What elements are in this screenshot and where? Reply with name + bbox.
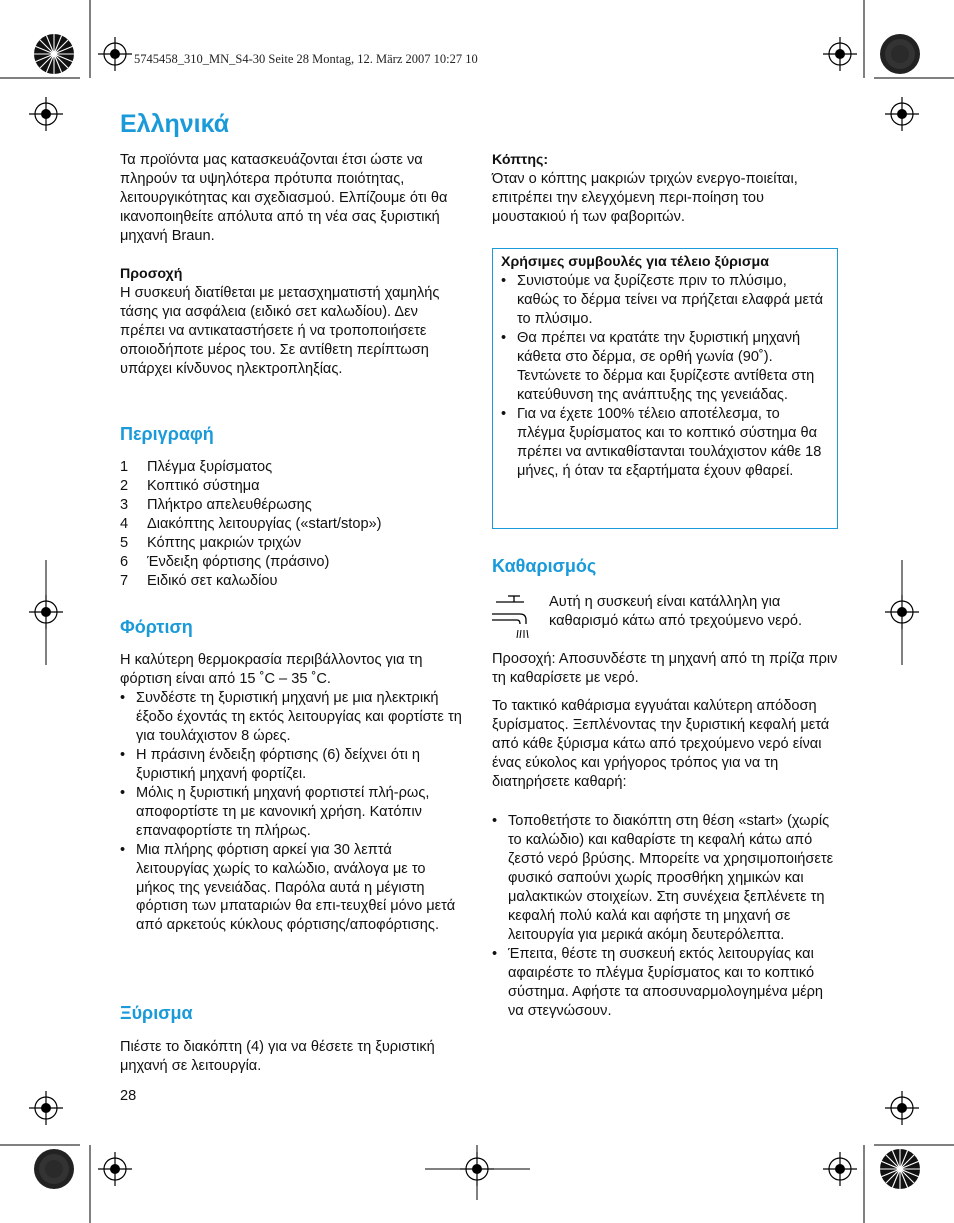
cleaning-caution: Προσοχή: Αποσυνδέστε τη μηχανή από τη πρίζα πριν τη καθαρίσετε με νερό. <box>492 651 838 686</box>
list-item: • Έπειτα, θέστε τη συσκευή εκτός λειτουργίας και αφαιρέστε το πλέγμα ξυρίσματος και το κοπτικό σύστημα. Αφήστε τα αποσυναρμολογημένα μέρη να στεγνώσουν. <box>492 945 838 1021</box>
intro-text: Τα προϊόντα μας κατασκευάζονται έτσι ώστε να πληρούν τα υψηλότερα πρότυπα ποιότητας, λειτουργικότητας και σχεδιασμού. Ελπίζουμε ότι θα ικανοποιηθείτε απόλυτα από τη νέα σας ξυριστική μηχανή Braun. <box>120 152 448 244</box>
faucet-icon <box>492 594 538 642</box>
shaving-text: Πιέστε το διακόπτη (4) για να θέσετε τη ξυριστική μηχανή σε λειτουργία. <box>120 1039 435 1074</box>
cleaning-list <box>492 812 838 1020</box>
charging-list <box>120 689 462 935</box>
print-header: 5745458_310_MN_S4-30 Seite 28 Montag, 12. März 2007 10:27 10 <box>134 52 478 66</box>
caution-heading: Προσοχή <box>120 266 183 282</box>
page-number: 28 <box>120 1088 137 1104</box>
list-item: • Συνδέστε τη ξυριστική μηχανή με μια ηλεκτρική έξοδο έχοντάς τη εκτός λειτουργίας και φορτίστε τη για τουλάχιστον 8 ώρες. <box>120 689 462 746</box>
parts-list <box>120 458 462 591</box>
charging-intro: Η καλύτερη θερμοκρασία περιβάλλοντος για τη φόρτιση είναι από 15 ˚C – 35 ˚C. <box>120 652 423 687</box>
list-item: 7 Ειδικό σετ καλωδίου <box>120 572 278 589</box>
list-item: • Τοποθετήστε το διακόπτη στη θέση «start» (χωρίς το καλώδιο) και καθαρίστε τη κεφαλή κάτω από ζεστό νερό βρύσης. Μπορείτε να χρησιμοποιήσετε φυσικό σαπούνι χωρίς προσθήκη χημικών και μαλακτικών στοιχείων. Στη συνέχεια ξεπλένετε τη κεφαλή πολύ καλά και αφήστε τη μηχανή σε λειτουργία για μερικά ακόμη δευτερόλεπτα. <box>492 812 838 945</box>
page-title: Ελληνικά <box>120 110 230 138</box>
tips-list <box>501 272 829 480</box>
list-item: • Συνιστούμε να ξυρίζεστε πριν το πλύσιμο, καθώς το δέρμα τείνει να πρήζεται ελαφρά μετά το πλύσιμο. <box>501 272 829 329</box>
trimmer-text: Όταν ο κόπτης μακριών τριχών ενεργο-ποιείται, επιτρέπει την ελεγχόμενη περι-ποίηση του μουστακιού ή των φαβοριτών. <box>492 170 798 225</box>
list-item: • Η πράσινη ένδειξη φόρτισης (6) δείχνει ότι η ξυριστική μηχανή φορτίζει. <box>120 746 462 784</box>
caution-section <box>120 265 462 379</box>
list-item: 5 Κόπτης μακριών τριχών <box>120 534 302 551</box>
cleaning-intro: Το τακτικό καθάρισμα εγγυάται καλύτερη απόδοση ξυρίσματος. Ξεπλένοντας την ξυριστική κεφαλή μετά από κάθε ξύρισμα κάτω από τρεχούμενο νερό είναι ένας εύκολος και γρήγορος τρόπος για να τη διατηρήσετε καθαρή: <box>492 698 830 790</box>
list-item: 3 Πλήκτρο απελευθέρωσης <box>120 496 312 513</box>
cleaning-icon-text: Αυτή η συσκευή είναι κατάλληλη για καθαρισμό κάτω από τρεχούμενο νερό. <box>549 594 803 629</box>
description-heading: Περιγραφή <box>120 424 214 444</box>
list-item: • Μόλις η ξυριστική μηχανή φορτιστεί πλή-ρως, αποφορτίστε τη με κανονική χρήση. Κατόπιν επαναφορτίστε τη πλήρως. <box>120 784 462 841</box>
list-item: • Για να έχετε 100% τέλειο αποτέλεσμα, το πλέγμα ξυρίσματος και το κοπτικό σύστημα θα πρέπει να αντικαθίστανται τουλάχιστον κάθε 18 μήνες, ή όταν τα εξαρτήματα έχουν φθαρεί. <box>501 405 829 481</box>
list-item: 4 Διακόπτης λειτουργίας («start/stop») <box>120 515 382 532</box>
cleaning-heading: Καθαρισμός <box>492 556 597 576</box>
charging-heading: Φόρτιση <box>120 617 193 637</box>
tips-box <box>492 248 838 529</box>
trimmer-heading: Κόπτης: <box>492 152 549 168</box>
list-item: • Θα πρέπει να κρατάτε την ξυριστική μηχανή κάθετα στο δέρμα, σε ορθή γωνία (90˚). Τεντώνετε το δέρμα και ξυρίζεστε αντίθετα στη κατεύθυνση της ανάπτυξης της γενειάδας. <box>501 329 829 405</box>
list-item: • Μια πλήρης φόρτιση αρκεί για 30 λεπτά λειτουργίας χωρίς το καλώδιο, ανάλογα με το μήκος της γενειάδας. Παρόλα αυτά η μέγιστη φόρτιση των μπαταριών θα επι-τευχθεί μόνο μετά από αρκετούς κύκλους φόρτισης/αποφόρτισης. <box>120 841 462 936</box>
trimmer-section <box>492 151 838 227</box>
list-item: 2 Κοπτικό σύστημα <box>120 477 260 494</box>
caution-text: Η συσκευή διατίθεται με μετασχηματιστή χαμηλής τάσης για ασφάλεια (ειδικό σετ καλωδίου). Δεν πρέπει να αντικαταστήσετε ή να τροποποιήσετε οποιοδήποτε μέρος του. Σε αντίθετη περίπτωση υπάρχει κίνδυνος ηλεκτροπληξίας. <box>120 284 440 377</box>
shaving-heading: Ξύρισμα <box>120 1003 193 1023</box>
list-item: 1 Πλέγμα ξυρίσματος <box>120 459 273 475</box>
list-item: 6 Ένδειξη φόρτισης (πράσινο) <box>120 553 330 570</box>
tips-heading: Χρήσιμες συμβουλές για τέλειο ξύρισμα <box>501 254 769 270</box>
